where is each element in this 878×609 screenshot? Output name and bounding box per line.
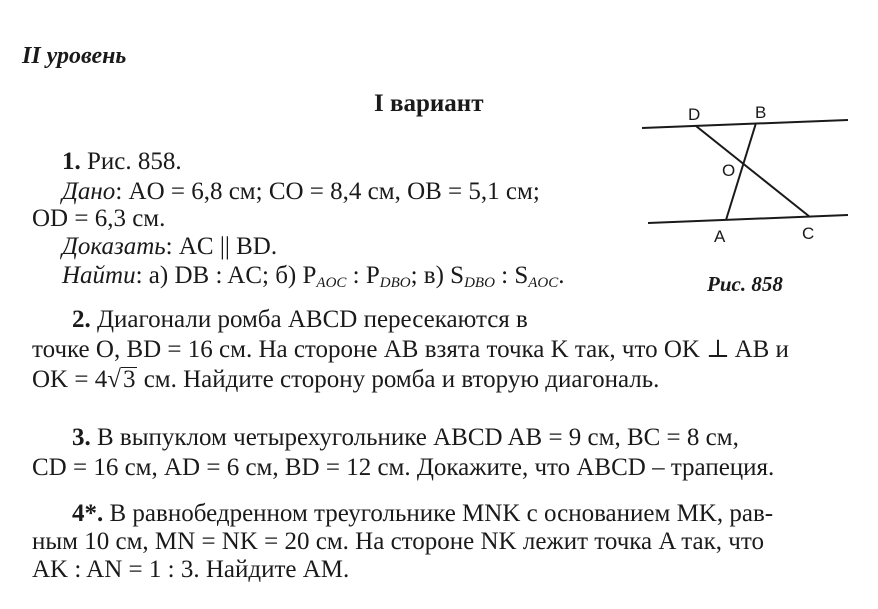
task1-find-label: Найти: [62, 262, 136, 289]
task1-find-sub2: DBO: [379, 275, 411, 291]
task2-line1: [72, 306, 528, 334]
task1-find-sub4: AOC: [528, 275, 559, 291]
task1-given-line: [62, 178, 540, 206]
task1-find-sub1: AOC: [316, 275, 347, 291]
task1-given: : AO = 6,8 см; CO = 8,4 см, OB = 5,1 см;: [115, 178, 540, 205]
task2-text3: см. Найдите сторону ромба и вторую диагональ.: [137, 366, 660, 393]
task1-find-line: [62, 262, 565, 297]
task4-line1: [72, 500, 773, 528]
task2-number: 2.: [72, 306, 91, 333]
task3-text1: В выпуклом четырехугольнике ABCD AB = 9 см, BC = 8 см,: [90, 424, 739, 451]
task1-find-end: .: [558, 262, 565, 289]
task4-line2: ным 10 см, MN = NK = 20 см. На стороне NK лежит точка A так, что: [32, 528, 764, 555]
task1-find-mid: : P: [346, 262, 380, 289]
sqrt-radicand: 3: [122, 366, 136, 393]
sqrt-sign: √3: [107, 366, 136, 393]
task1-find-b: ; в) S: [410, 262, 465, 289]
bottom-line: [648, 215, 848, 223]
segment-dc: [696, 126, 810, 217]
task1-prove-label: Доказать: [62, 233, 166, 260]
task1-find-sub3: DBO: [464, 275, 495, 291]
task3-line2: CD = 16 см, AD = 6 см, BD = 12 см. Докажите, что ABCD – трапеция.: [32, 454, 775, 481]
task2-ok: OK = 4: [32, 366, 108, 393]
task1-find-c: : S: [494, 262, 529, 289]
task1-given-cont: OD = 6,3 см.: [32, 205, 166, 232]
task3-line1: [72, 424, 739, 452]
task1-given-label: Дано: [62, 178, 116, 205]
label-o: O: [722, 161, 736, 180]
task2-text1: Диагонали ромба ABCD пересекаются в: [90, 306, 528, 333]
label-a: A: [714, 227, 726, 246]
label-b: B: [755, 103, 767, 122]
task1-number: 1.: [62, 148, 81, 175]
task4-line3: AK : AN = 1 : 3. Найдите AM.: [32, 556, 350, 583]
task4-number: 4*.: [72, 500, 104, 527]
task2-line3: [32, 366, 659, 394]
task1-ref: Рис. 858.: [80, 148, 182, 175]
task1-ref-line: [62, 148, 182, 176]
task1-find-a: : а) DB : AC; б) P: [135, 262, 317, 289]
variant-heading: I вариант: [374, 90, 484, 117]
figure-858: [630, 98, 860, 248]
label-d: D: [688, 105, 701, 124]
top-line: [642, 120, 848, 128]
task1-prove-line: [62, 233, 277, 261]
task2-line2: точке O, BD = 16 см. На стороне AB взята точка K так, что OK ⊥ AB и: [32, 336, 789, 363]
task1-prove: : AC || BD.: [165, 233, 278, 260]
figure-caption: Рис. 858: [707, 272, 783, 296]
task4-text1: В равнобедренном треугольнике MNK с основанием MK, рав-: [103, 500, 774, 527]
level-heading: II уровень: [22, 43, 127, 69]
task3-number: 3.: [72, 424, 91, 451]
label-c: C: [802, 224, 815, 243]
